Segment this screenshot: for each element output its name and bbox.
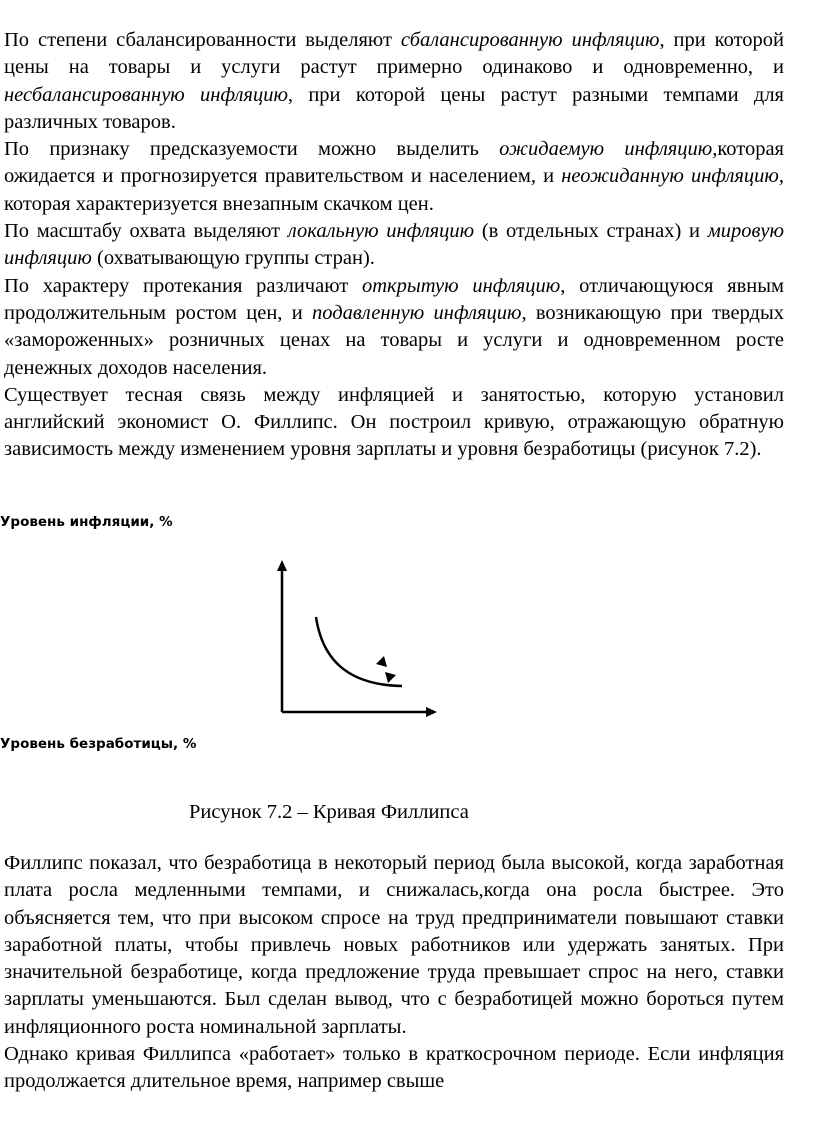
paragraph [4, 136, 784, 218]
x-axis-arrowhead [426, 707, 437, 717]
text-run: (в отдельных странах) и [474, 220, 708, 243]
text-run: По степени сбалансированности выделяют [4, 29, 401, 51]
italic-term: ожидаемую инфляцию [499, 138, 713, 161]
text-run: По характеру протекания различают [4, 274, 362, 297]
italic-term: открытую инфляцию [361, 274, 561, 297]
text-run: По масштабу охвата выделяют [4, 220, 288, 243]
text-run: По признаку предсказуемости можно выделить [4, 138, 500, 161]
text-run: (охватывающую группы стран). [91, 247, 375, 270]
phillips-curve-figure [260, 555, 440, 720]
text-run: , отличающуюся явным продолжительным ростом цен, и [4, 274, 784, 324]
text-run: Филлипс показал, что безработица в некоторый период была высокой, когда заработная плата росла медленными темпами, и снижалась,когда она росла быстрее. Это объясняется тем, что при высоком спросе на труд предприниматели повышают ставки заработной платы, чтобы привлечь новых работников или удержать занятых. При значительной безработице, когда предложение труда превышает спрос на него, ставки зарплаты уменьшаются. Был сделан вывод, что с безработицей можно бороться путем инфляционного роста номинальной зарплаты. [4, 852, 784, 1038]
italic-term: мировую инфляцию [4, 220, 784, 270]
text-run: , возникающую при твердых «замороженных» розничных ценах на товары и услуги и одновременном росте денежных доходов населения. [4, 301, 785, 379]
text-run: ,которая ожидается и прогнозируется правительством и населением, и [4, 138, 784, 188]
text-run: , при которой цены на товары и услуги растут примерно одинаково и одновременно, и [4, 29, 784, 79]
figure-caption: Рисунок 7.2 – Кривая Филлипса [189, 801, 469, 823]
paragraph [4, 218, 784, 273]
italic-term: неожиданную инфляцию [561, 165, 779, 188]
paragraph [4, 382, 784, 464]
curve-arrow-down-icon [385, 672, 396, 683]
paragraph [4, 850, 784, 1041]
italic-term: локальную инфляцию [287, 220, 475, 243]
text-run: Существует тесная связь между инфляцией и занятостью, которую установил английский экономист О. Филлипс. Он построил кривую, отражающую обратную зависимость между изменением уровня зарплаты и уровня безработицы (рисунок 7.2). [4, 383, 784, 461]
text-block-top [4, 27, 784, 464]
curve-arrow-up-icon [376, 656, 387, 667]
paragraph [4, 273, 784, 382]
paragraph [4, 27, 784, 136]
italic-term: несбалансированную инфляцию [4, 83, 288, 106]
text-run: , при которой цены растут разными темпами для различных товаров. [4, 83, 784, 133]
italic-term: подавленную инфляцию [312, 301, 522, 324]
y-axis-label: Уровень инфляции, % [0, 514, 173, 530]
italic-term: сбалансированную инфляцию [400, 29, 660, 51]
text-run: , которая характеризуется внезапным скачком цен. [4, 165, 784, 215]
text-run: Однако кривая Филлипса «работает» только в краткосрочном периоде. Если инфляция продолжается длительное время, например свыше [4, 1043, 784, 1093]
x-axis-label: Уровень безработицы, % [0, 736, 197, 752]
y-axis-arrowhead [277, 560, 287, 571]
text-block-bottom [4, 850, 784, 1096]
paragraph [4, 1041, 784, 1096]
